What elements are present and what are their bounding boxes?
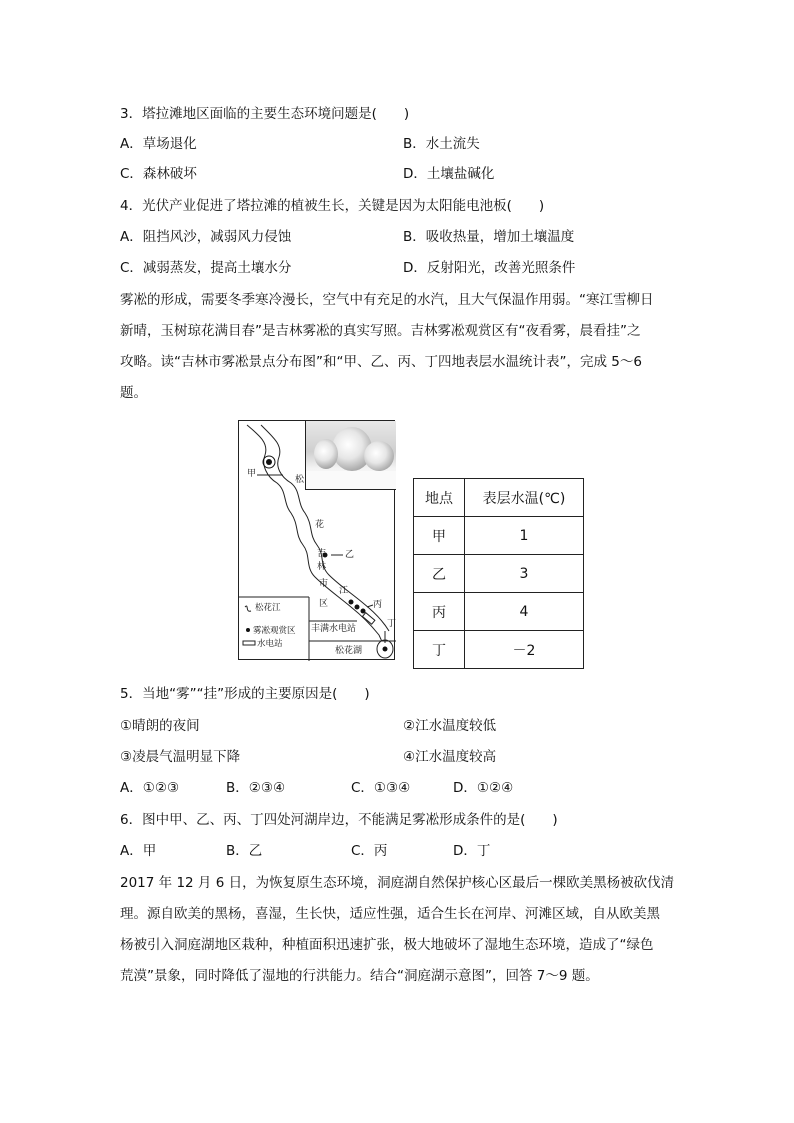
legend-viewing: 雾凇观赏区	[253, 626, 296, 636]
label-jia: 甲	[247, 469, 257, 479]
label-jiang: 江	[339, 586, 349, 596]
q5-statement-4: ④江水温度较高	[403, 749, 497, 765]
viewing-spot-bing	[349, 600, 354, 605]
q3-option-b: B．水土流失	[403, 136, 480, 152]
q6-option-b: B．乙	[226, 843, 263, 859]
passage1-line: 攻略。读“吉林市雾凇景点分布图”和“甲、乙、丙、丁四地表层水温统计表”，完成 5～6	[120, 354, 642, 370]
label-song: 松	[295, 475, 305, 485]
q4-option-d: D．反射阳光，改善光照条件	[403, 260, 576, 276]
label-hua: 花	[315, 520, 325, 530]
label-ji: 吉	[317, 549, 327, 559]
passage1-line: 题。	[120, 385, 147, 401]
legend-river: 松花江	[255, 603, 281, 613]
table-cell: 4	[465, 593, 584, 631]
table-cell: 甲	[414, 517, 465, 555]
table-cell: 丁	[414, 631, 465, 669]
q4-option-a: A．阻挡风沙，减弱风力侵蚀	[120, 229, 292, 245]
table-cell: －2	[465, 631, 584, 669]
q5-statement-1: ①晴朗的夜间	[120, 718, 200, 734]
viewing-spot-jia	[266, 459, 272, 465]
label-ding: 丁	[387, 619, 397, 629]
table-row	[414, 593, 584, 631]
q6-option-c: C．丙	[351, 843, 388, 859]
passage2-line: 理。源自欧美的黑杨，喜湿，生长快，适应性强，适合生长在河岸、河滩区域，自从欧美黑	[120, 906, 660, 922]
table-row	[414, 555, 584, 593]
rime-photo	[305, 421, 396, 490]
passage1-line: 雾凇的形成，需要冬季寒冷漫长，空气中有充足的水汽，且大气保温作用弱。“寒江雪柳日	[120, 292, 654, 308]
passage1-line: 新晴，玉树琼花满目春”是吉林雾凇的真实写照。吉林雾凇观赏区有“夜看雾，晨看挂”之	[120, 323, 641, 339]
q3-option-d: D．土壤盐碱化	[403, 166, 495, 182]
table-header: 表层水温(℃)	[465, 479, 584, 517]
label-station: 丰满水电站	[311, 624, 357, 634]
q6-option-d: D．丁	[453, 843, 491, 859]
legend-station: 水电站	[257, 639, 283, 649]
table-cell: 3	[465, 555, 584, 593]
passage2-line: 2017 年 12 月 6 日，为恢复原生态环境，洞庭湖自然保护核心区最后一棵欧美黑杨被砍伐清	[120, 875, 675, 891]
label-qu: 区	[319, 599, 329, 609]
q5-option-a: A．①②③	[120, 780, 180, 796]
label-lin: 林	[317, 562, 327, 572]
q5-statement-3: ③凌晨气温明显下降	[120, 749, 241, 765]
q6-stem: 6．图中甲、乙、丙、丁四处河湖岸边，不能满足雾凇形成条件的是( )	[120, 812, 558, 828]
q5-statement-2: ②江水温度较低	[403, 718, 497, 734]
table-row	[414, 517, 584, 555]
q4-stem: 4．光伏产业促进了塔拉滩的植被生长，关键是因为太阳能电池板( )	[120, 198, 545, 214]
q5-option-b: B．②③④	[226, 780, 286, 796]
passage2-line: 杨被引入洞庭湖地区栽种，种植面积迅速扩张，极大地破坏了湿地生态环境，造成了“绿色	[120, 937, 654, 953]
q4-option-b: B．吸收热量，增加土壤温度	[403, 229, 575, 245]
jilin-rime-map	[238, 420, 395, 660]
label-lake: 松花湖	[335, 646, 363, 656]
q5-stem: 5．当地“雾”“挂”形成的主要原因是( )	[120, 686, 370, 702]
table-cell: 丙	[414, 593, 465, 631]
table-cell: 乙	[414, 555, 465, 593]
table-header-row	[414, 479, 584, 517]
passage2-line: 荒漠”景象，同时降低了湿地的行洪能力。结合“洞庭湖示意图”，回答 7～9 题。	[120, 968, 599, 984]
q3-option-c: C．森林破坏	[120, 166, 197, 182]
q5-option-c: C．①③④	[351, 780, 411, 796]
map-legend	[241, 602, 296, 651]
q3-option-a: A．草场退化	[120, 136, 197, 152]
q6-option-a: A．甲	[120, 843, 157, 859]
viewing-spot-ding	[383, 647, 388, 652]
label-bing: 丙	[373, 600, 383, 610]
label-yi: 乙	[345, 550, 355, 560]
table-header: 地点	[414, 479, 465, 517]
dam-symbol	[362, 613, 374, 625]
table-row	[414, 631, 584, 669]
label-shi: 市	[319, 579, 329, 589]
q4-option-c: C．减弱蒸发，提高土壤水分	[120, 260, 292, 276]
water-temperature-table	[413, 478, 584, 669]
table-cell: 1	[465, 517, 584, 555]
q3-stem: 3．塔拉滩地区面临的主要生态环境问题是( )	[120, 106, 410, 122]
q5-option-d: D．①②④	[453, 780, 514, 796]
